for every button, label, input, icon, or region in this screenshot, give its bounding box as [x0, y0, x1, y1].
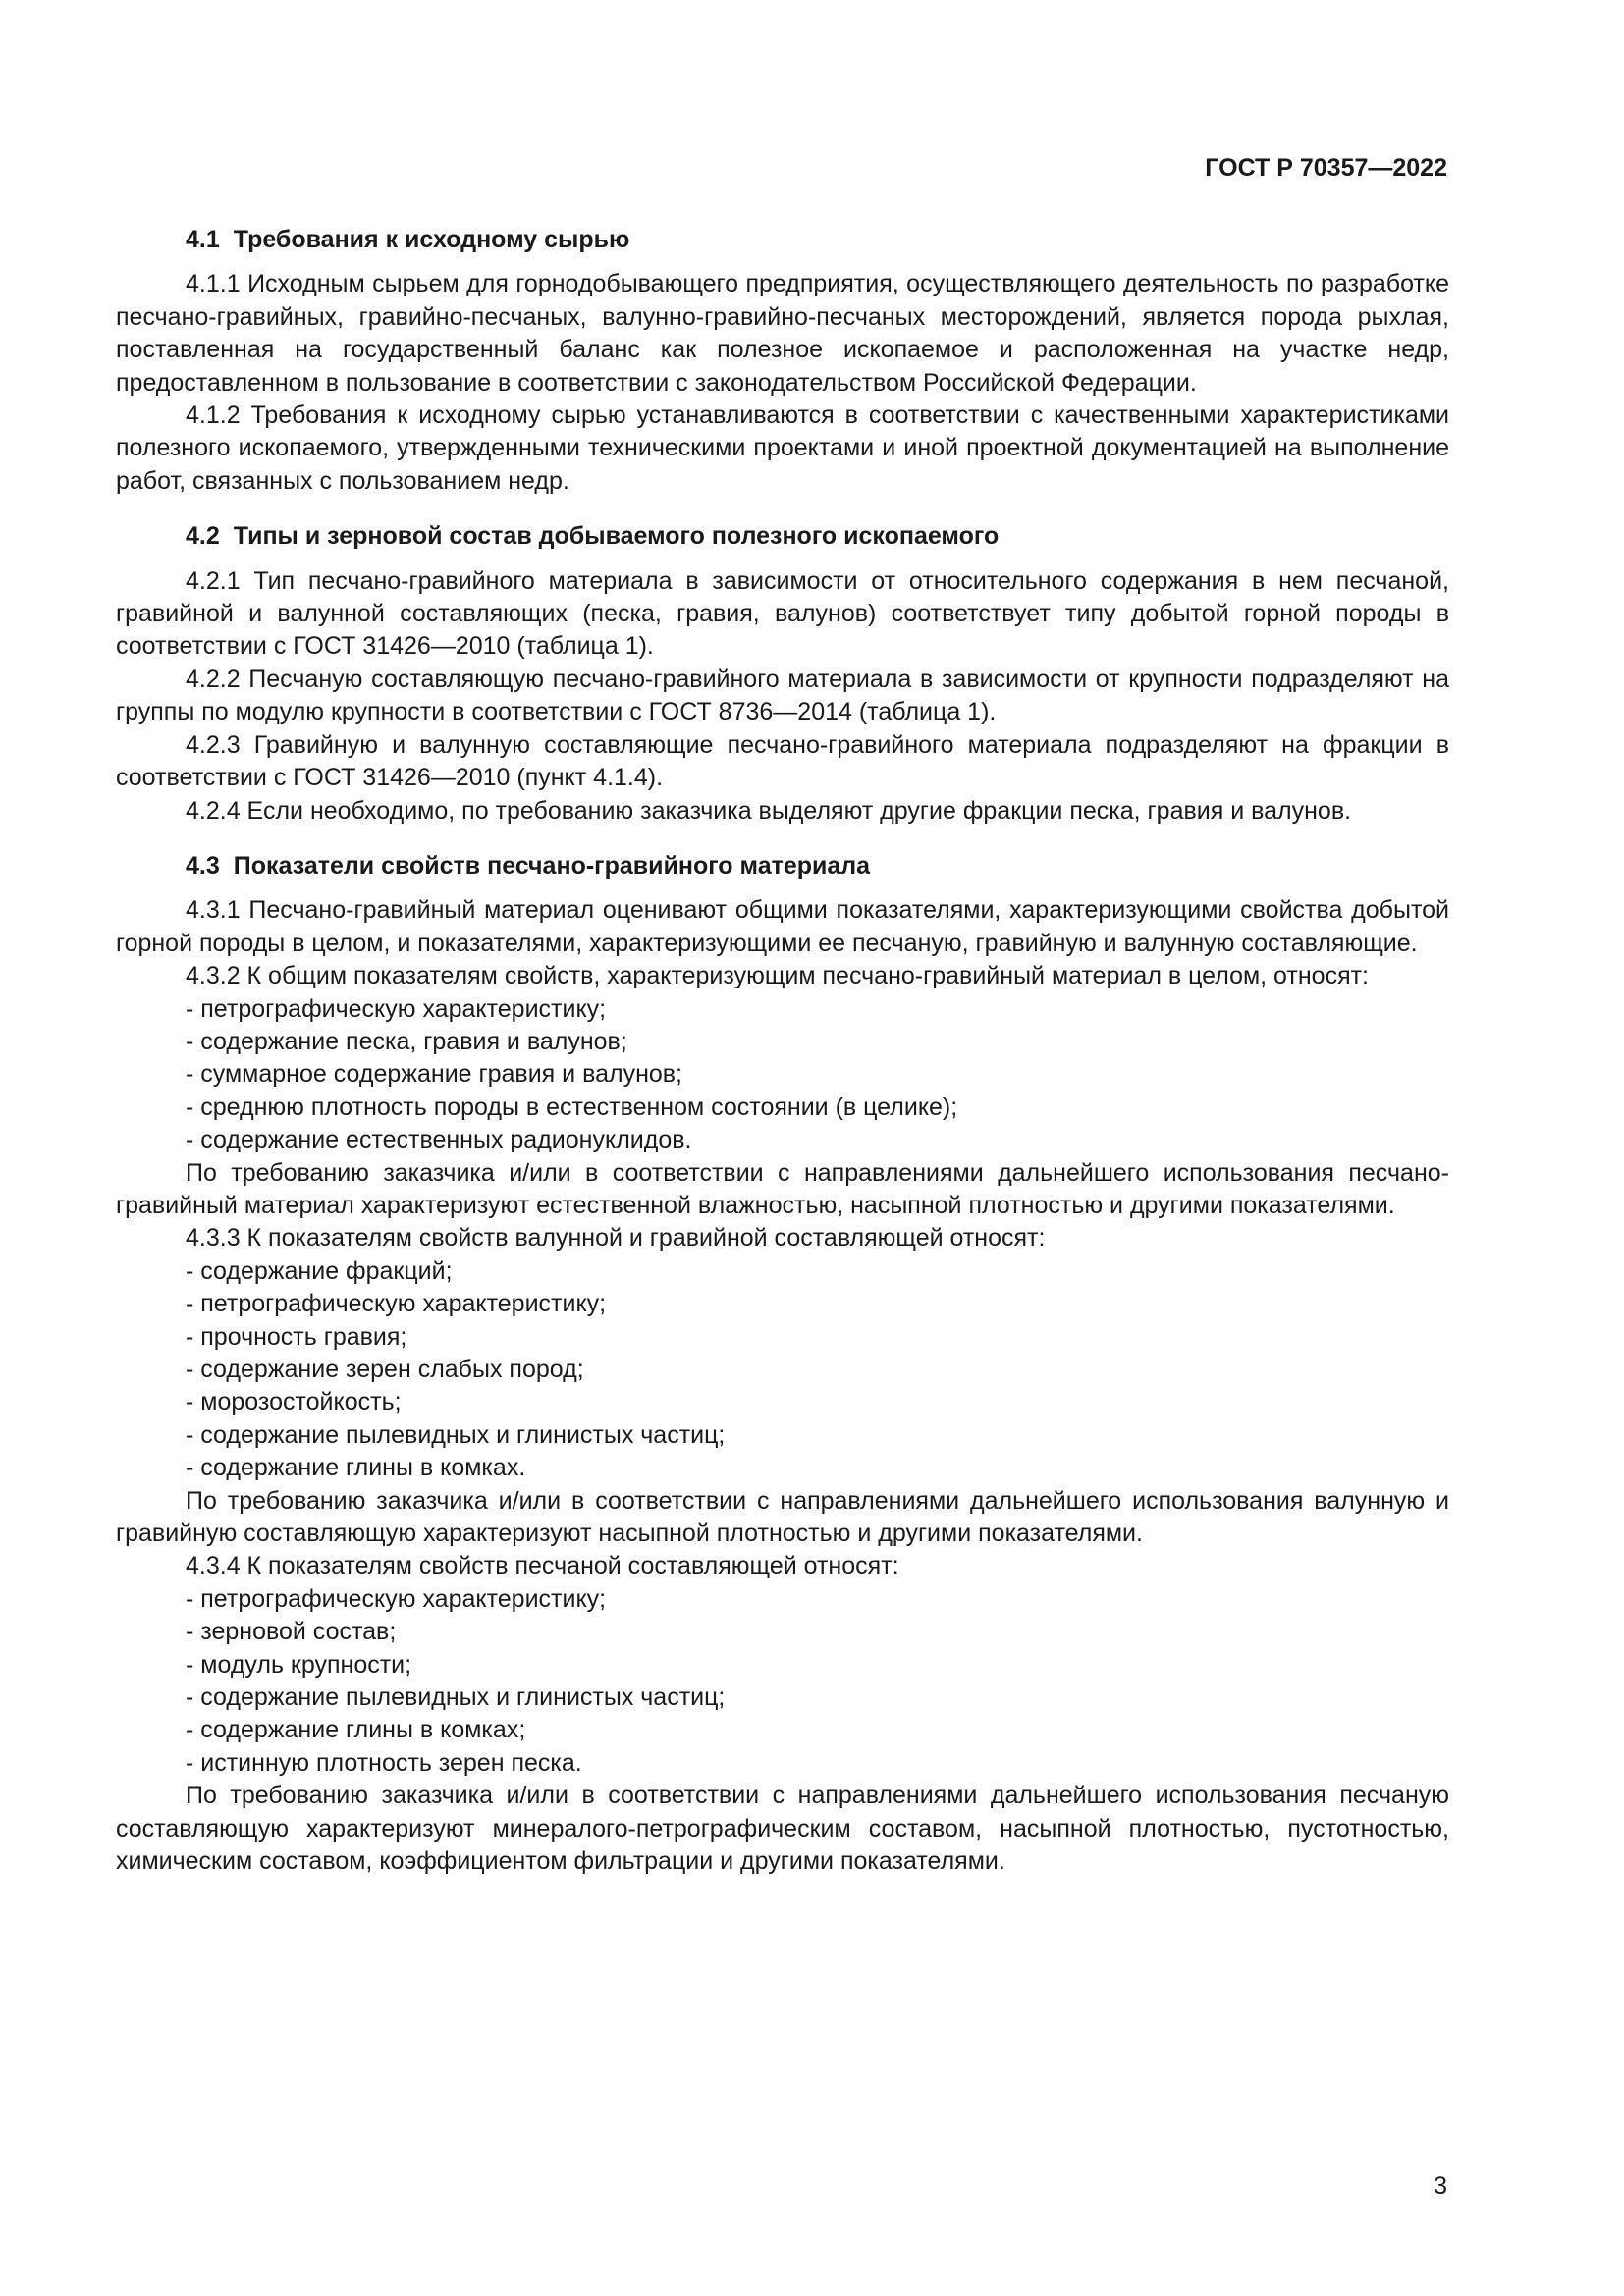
paragraph-note-4-3-3: По требованию заказчика и/или в соответствии с направлениями дальнейшего использования валунную и гравийную составляющую характеризуют насыпной плотностью и другими показателями. [116, 1486, 1449, 1548]
list-item: - содержание пылевидных и глинистых частиц; [186, 1683, 726, 1712]
list-item: - содержание пылевидных и глинистых частиц; [186, 1420, 726, 1449]
list-sand-indicators [116, 1583, 1449, 1780]
list-item: - содержание фракций; [186, 1256, 453, 1285]
section-heading [116, 520, 1449, 553]
paragraph-note-4-3-2: По требованию заказчика и/или в соответствии с направлениями дальнейшего использования песчано-гравийный материал характеризуют естественной влажностью, насыпной плотностью и другими показателями. [116, 1158, 1449, 1219]
list-item: - содержание песка, гравия и валунов; [186, 1027, 627, 1055]
standard-id-header: ГОСТ Р 70357—2022 [1205, 154, 1447, 182]
paragraph-4-1-2: 4.1.2 Требования к исходному сырью устанавливаются в соответствии с качественными характеристиками полезного ископаемого, утвержденными техническими проектами и иной проектной документацией на выполнение работ, связанных с пользованием недр. [116, 401, 1449, 495]
list-item: - петрографическую характеристику; [186, 1584, 607, 1613]
list-item: - прочность гравия; [186, 1322, 407, 1351]
section-number: 4.2 [186, 522, 220, 551]
section-heading [116, 224, 1449, 256]
section-title: Требования к исходному сырью [233, 226, 630, 253]
list-item: - морозостойкость; [186, 1388, 402, 1416]
paragraph-4-2-2: 4.2.2 Песчаную составляющую песчано-гравийного материала в зависимости от крупности подразделяют на группы по модулю крупности в соответствии с ГОСТ 8736—2014 (таблица 1). [116, 665, 1449, 726]
paragraph-4-3-4: 4.3.4 К показателям свойств песчаной составляющей относят: [186, 1552, 899, 1580]
list-item: - среднюю плотность породы в естественном состоянии (в целике); [186, 1093, 958, 1121]
list-item: - суммарное содержание гравия и валунов; [186, 1060, 683, 1089]
section-4-2 [116, 520, 1449, 828]
paragraph-note-4-3-4: По требованию заказчика и/или в соответствии с направлениями дальнейшего использования песчаную составляющую характеризуют минералого-петрографическим составом, насыпной плотностью, пустотностью, химическим составом, коэффициентом фильтрации и другими показателями. [116, 1782, 1449, 1876]
list-gravel-indicators [116, 1255, 1449, 1485]
section-number: 4.1 [186, 226, 220, 253]
document-body [116, 224, 1449, 1901]
page-number: 3 [1434, 2172, 1447, 2200]
list-item: - петрографическую характеристику; [186, 1290, 607, 1318]
paragraph-4-2-1: 4.2.1 Тип песчано-гравийного материала в зависимости от относительного содержания в нем песчаной, гравийной и валунной составляющих (песка, гравия, валунов) соответствует типу добытой горной породы в соответствии с ГОСТ 31426—2010 (таблица 1). [116, 566, 1449, 661]
section-heading [116, 850, 1449, 882]
paragraph-4-1-1: 4.1.1 Исходным сырьем для горнодобывающего предприятия, осуществляющего деятельность по разработке песчано-гравийных, гравийно-песчаных, валунно-гравийно-песчаных месторождений, является порода рыхлая, поставленная на государственный баланс как полезное ископаемое и расположенная на участке недр, предоставленном в пользование в соответствии с законодательством Российской Федерации. [116, 270, 1449, 397]
section-number: 4.3 [186, 851, 220, 880]
paragraph-4-2-4: 4.2.4 Если необходимо, по требованию заказчика выделяют другие фракции песка, гравия и валунов. [186, 796, 1352, 825]
list-item: - содержание глины в комках. [186, 1454, 526, 1482]
list-item: - модуль крупности; [186, 1650, 412, 1679]
section-title: Показатели свойств песчано-гравийного материала [233, 851, 871, 880]
list-item: - содержание естественных радионуклидов. [186, 1126, 692, 1154]
section-title: Типы и зерновой состав добываемого полезного ископаемого [233, 522, 1000, 551]
paragraph-4-3-3: 4.3.3 К показателям свойств валунной и гравийной составляющей относят: [186, 1224, 1046, 1253]
list-item: - истинную плотность зерен песка. [186, 1748, 582, 1777]
paragraph-4-3-1: 4.3.1 Песчано-гравийный материал оценивают общими показателями, характеризующими свойства добытой горной породы в целом, и показателями, характеризующими ее песчаную, гравийную и валунную составляющие. [116, 896, 1449, 957]
section-4-1 [116, 224, 1449, 498]
section-4-3 [116, 850, 1449, 1879]
list-item: - содержание глины в комках; [186, 1716, 526, 1744]
list-item: - петрографическую характеристику; [186, 994, 607, 1023]
list-item: - содержание зерен слабых пород; [186, 1356, 584, 1383]
paragraph-4-3-2: 4.3.2 К общим показателям свойств, характеризующим песчано-гравийный материал в целом, относят: [186, 962, 1370, 990]
list-item: - зерновой состав; [186, 1618, 397, 1646]
list-general-indicators [116, 993, 1449, 1157]
paragraph-4-2-3: 4.2.3 Гравийную и валунную составляющие песчано-гравийного материала подразделяют на фракции в соответствии с ГОСТ 31426—2010 (пункт 4.1.4). [116, 730, 1449, 792]
